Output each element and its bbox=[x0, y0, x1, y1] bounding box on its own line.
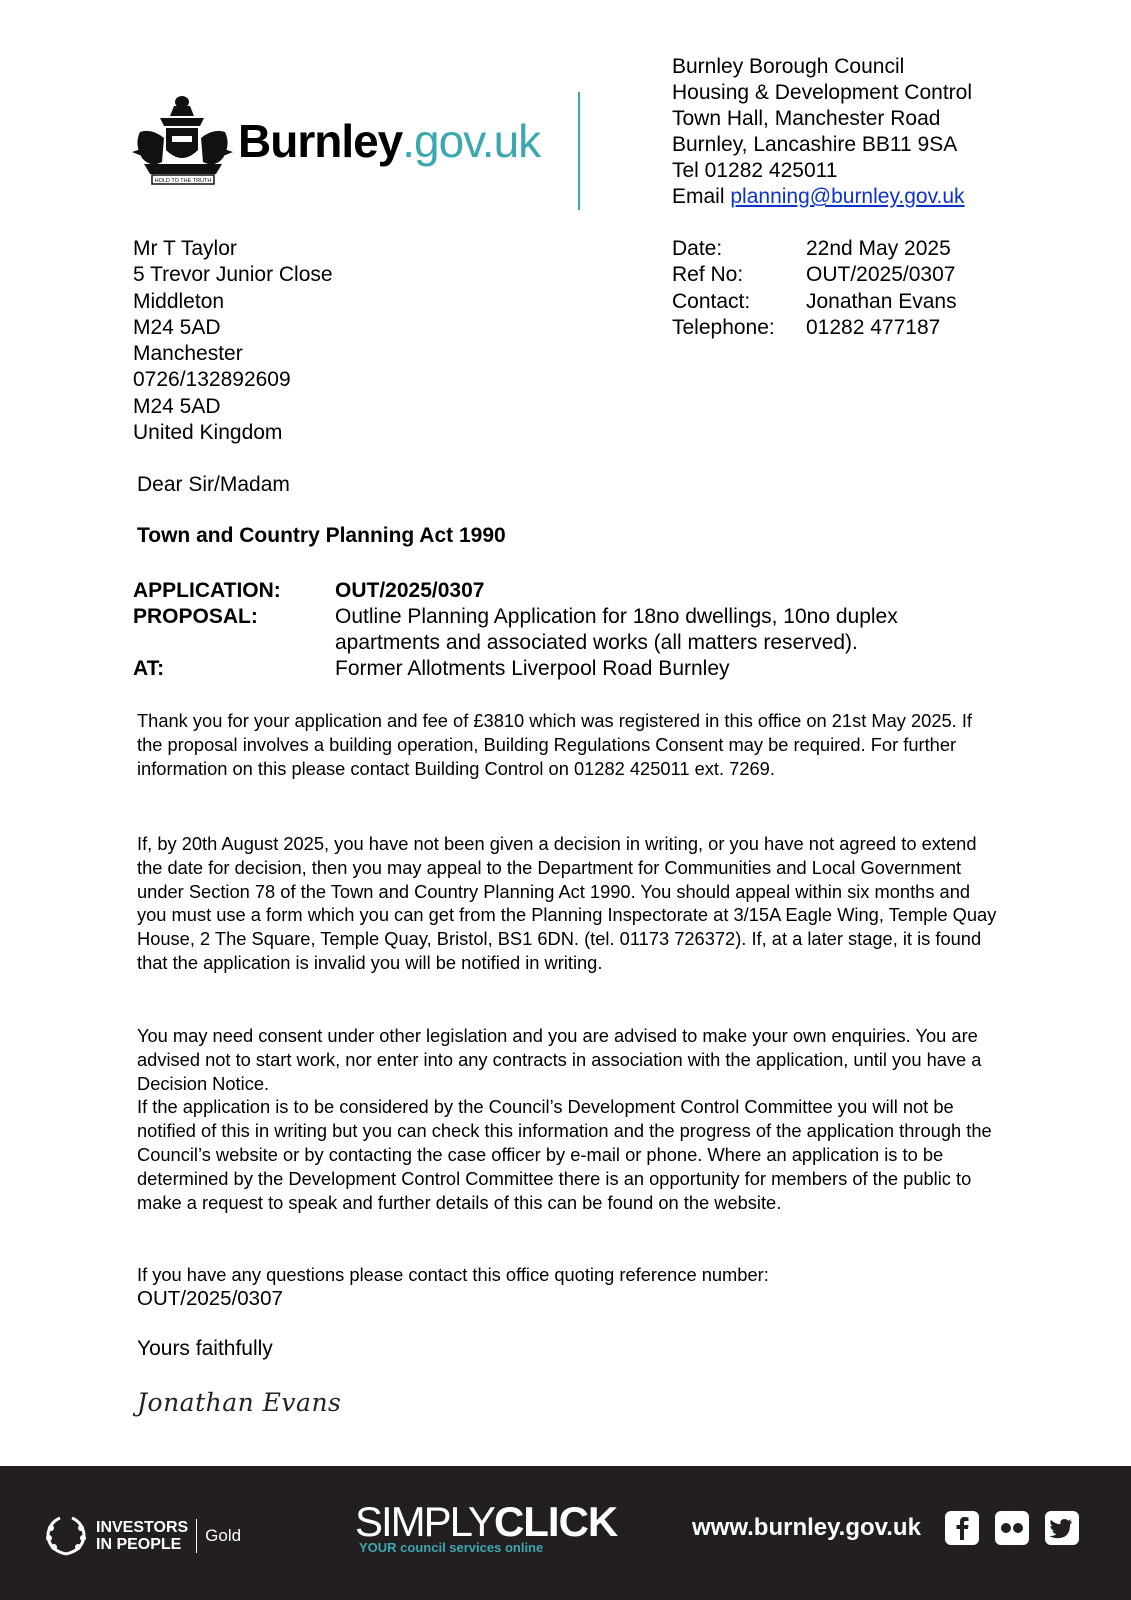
recipient-line: Mr T Taylor bbox=[133, 237, 237, 260]
logo-wordmark bbox=[238, 114, 540, 168]
recipient-line: 0726/132892609 bbox=[133, 368, 291, 392]
logo-domain: .gov.uk bbox=[402, 115, 541, 167]
council-line: Housing & Development Control bbox=[672, 81, 972, 104]
paragraph-consent-a: You may need consent under other legislation and you are advised to make your own enquiries. You are advised not to start work, nor enter into any contracts in association with the application, until you have a Decision Notice. bbox=[137, 1025, 982, 1094]
at-label: AT: bbox=[133, 657, 165, 680]
application-details bbox=[133, 578, 955, 682]
crest-motto: HOLD TO THE TRUTH bbox=[154, 178, 212, 184]
meta-label: Date: bbox=[672, 237, 723, 260]
proposal-label: PROPOSAL: bbox=[133, 605, 258, 628]
council-line: Burnley, Lancashire BB11 9SA bbox=[672, 133, 958, 156]
meta-contact bbox=[672, 289, 957, 315]
laurel-wreath-icon bbox=[42, 1514, 90, 1558]
application-row bbox=[133, 578, 955, 604]
paragraph-fee: Thank you for your application and fee of £3810 which was registered in this office on 21st May 2025. If the proposal involves a building operation, Building Regulations Consent may be required. For further information on this please contact Building Control on 01282 425011 ext. 7269. bbox=[137, 710, 973, 779]
email-label: Email bbox=[672, 185, 725, 208]
simply-click-wordmark bbox=[355, 1498, 617, 1546]
council-line: Burnley Borough Council bbox=[672, 55, 905, 78]
iip-line1: INVESTORS bbox=[96, 1519, 189, 1536]
salutation: Dear Sir/Madam bbox=[137, 473, 290, 496]
iip-line2: IN PEOPLE bbox=[96, 1536, 182, 1553]
click-part: CLICK bbox=[493, 1498, 618, 1545]
at-row bbox=[133, 656, 955, 682]
simply-click-tagline: YOUR council services online bbox=[359, 1540, 544, 1555]
facebook-icon[interactable] bbox=[944, 1510, 980, 1546]
email-link[interactable]: planning@burnley.gov.uk bbox=[730, 185, 965, 208]
paragraph-appeal: If, by 20th August 2025, you have not been given a decision in writing, or you have not agreed to extend the date for decision, then you may appeal to the Department for Communities and Local Government under Section 78 of the Town and Country Planning Act 1990. You should appeal within six months and you must use a form which you can get from the Planning Inspectorate at 3/15A Eagle Wing, Temple Quay House, 2 The Square, Temple Quay, Bristol, BS1 6DN. (tel. 01173 726372). If, at a later stage, it is found that the application is invalid you will be notified in writing. bbox=[137, 833, 997, 973]
recipient-line: M24 5AD bbox=[133, 315, 221, 339]
meta-label: Ref No: bbox=[672, 263, 744, 287]
iip-level: Gold bbox=[205, 1526, 242, 1545]
burnley-logo bbox=[130, 92, 560, 192]
twitter-icon[interactable] bbox=[1044, 1510, 1080, 1546]
meta-value: OUT/2025/0307 bbox=[806, 263, 956, 287]
recipient-line: United Kingdom bbox=[133, 421, 283, 445]
council-address bbox=[672, 54, 972, 210]
proposal-row bbox=[133, 604, 955, 656]
meta-value: 22nd May 2025 bbox=[806, 237, 951, 260]
recipient-line: Middleton bbox=[133, 289, 225, 313]
meta-label: Contact: bbox=[672, 289, 751, 313]
council-email-line bbox=[672, 184, 972, 210]
meta-value: 01282 477187 bbox=[806, 315, 941, 339]
flickr-icon[interactable] bbox=[994, 1510, 1030, 1546]
simply-part: SIMPLY bbox=[355, 1498, 494, 1545]
recipient-line: M24 5AD bbox=[133, 394, 221, 418]
council-crest-icon bbox=[130, 92, 235, 187]
paragraph-consent bbox=[137, 1024, 997, 1214]
meta-ref bbox=[672, 262, 957, 288]
letter-meta bbox=[672, 236, 957, 341]
closing: Yours faithfully bbox=[137, 1337, 273, 1360]
at-value: Former Allotments Liverpool Road Burnley bbox=[335, 657, 730, 680]
footer-website[interactable]: www.burnley.gov.uk bbox=[692, 1514, 921, 1541]
recipient-line: Manchester bbox=[133, 342, 243, 366]
logo-name: Burnley bbox=[238, 115, 403, 167]
meta-value: Jonathan Evans bbox=[806, 289, 957, 313]
simply-click-logo[interactable] bbox=[355, 1498, 617, 1555]
paragraph-consent-b: If the application is to be considered by the Council’s Development Control Committee you will not be notified of this in writing but you can check this information and the progress of the application through the Council’s website or by contacting the case officer by e-mail or phone. Where an application is to be determined by the Development Control Committee there is an opportunity for members of the public to make a request to speak and further details of this can be found on the website. bbox=[137, 1096, 992, 1213]
proposal-value: Outline Planning Application for 18no dwellings, 10no duplex apartments and associated works (all matters reserved). bbox=[335, 605, 898, 654]
social-links bbox=[944, 1510, 1080, 1546]
header-divider bbox=[578, 92, 580, 210]
application-label: APPLICATION: bbox=[133, 579, 281, 602]
meta-telephone bbox=[672, 315, 957, 341]
application-value: OUT/2025/0307 bbox=[335, 579, 485, 602]
questions-text: If you have any questions please contact this office quoting reference number: bbox=[137, 1264, 769, 1285]
investors-in-people-badge bbox=[42, 1514, 241, 1558]
meta-date bbox=[672, 236, 957, 262]
council-line: Tel 01282 425011 bbox=[672, 159, 838, 182]
recipient-line: 5 Trevor Junior Close bbox=[133, 263, 333, 287]
signature: Jonathan Evans bbox=[137, 1388, 342, 1417]
paragraph-questions bbox=[137, 1263, 997, 1311]
council-line: Town Hall, Manchester Road bbox=[672, 107, 941, 130]
footer-bar bbox=[0, 1466, 1131, 1600]
iip-wordmark bbox=[96, 1519, 188, 1553]
questions-reference: OUT/2025/0307 bbox=[137, 1286, 283, 1310]
meta-label: Telephone: bbox=[672, 315, 775, 339]
act-title: Town and Country Planning Act 1990 bbox=[137, 524, 506, 547]
iip-divider bbox=[196, 1519, 197, 1553]
recipient-address bbox=[133, 236, 333, 446]
